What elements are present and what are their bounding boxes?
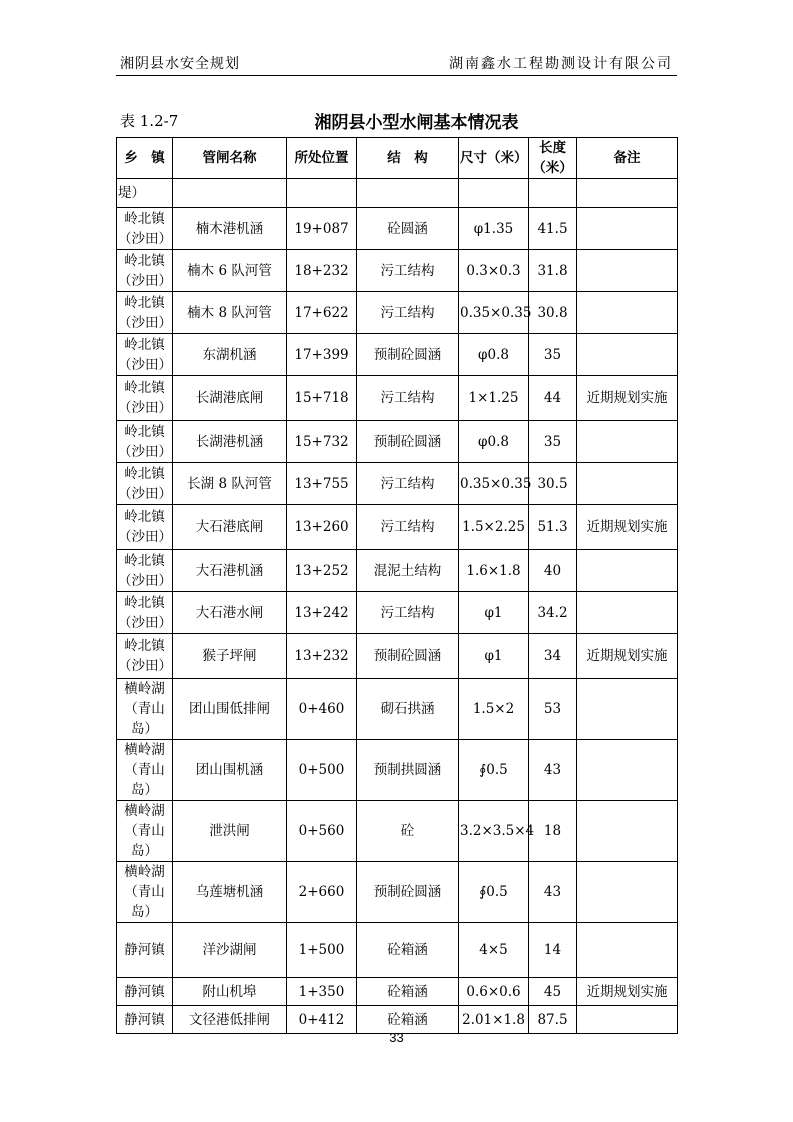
cell-location: 0+500 [287,740,357,801]
cell-note: 近期规划实施 [577,634,678,679]
cell-structure: 预制砼圆涵 [357,634,459,679]
cell-location: 0+460 [287,679,357,740]
table-row [117,923,678,978]
cell-length: 87.5 [529,1006,577,1034]
cell-length: 35 [529,421,577,463]
header-rule [116,75,677,76]
cell-location: 13+755 [287,463,357,505]
cell-length: 14 [529,923,577,978]
cell-note [577,592,678,634]
cell-name: 大石港机涵 [173,550,287,592]
cell-note [577,550,678,592]
cell-location: 17+399 [287,334,357,376]
cell-size: 0.35×0.35 [459,463,529,505]
cell-town: 岭北镇（沙田） [117,421,173,463]
cell-size: φ1.35 [459,208,529,250]
cell-length: 51.3 [529,505,577,550]
cell-size: ∮0.5 [459,740,529,801]
cell-note [577,334,678,376]
cell-town: 岭北镇（沙田） [117,292,173,334]
cell-structure: 砼箱涵 [357,978,459,1006]
cell-length: 31.8 [529,250,577,292]
cell-location: 18+232 [287,250,357,292]
cell-town: 岭北镇（沙田） [117,376,173,421]
cell-town: 堤） [117,179,173,208]
cell-structure: 砼箱涵 [357,923,459,978]
cell-note [577,801,678,862]
cell-town: 横岭湖（青山岛） [117,862,173,923]
cell-size: 2.01×1.8 [459,1006,529,1034]
cell-size: 0.6×0.6 [459,978,529,1006]
cell-location: 2+660 [287,862,357,923]
cell-name: 东湖机涵 [173,334,287,376]
cell-structure: 砼 [357,801,459,862]
cell-location [287,179,357,208]
cell-note [577,179,678,208]
cell-structure: 污工结构 [357,505,459,550]
cell-name: 长湖港机涵 [173,421,287,463]
table-row [117,679,678,740]
cell-note [577,208,678,250]
cell-name: 洋沙湖闸 [173,923,287,978]
col-header-note: 备注 [577,138,678,179]
cell-length: 44 [529,376,577,421]
cell-note: 近期规划实施 [577,978,678,1006]
cell-name: 楠木港机涵 [173,208,287,250]
cell-location: 15+732 [287,421,357,463]
table-row [117,550,678,592]
cell-structure: 混泥土结构 [357,550,459,592]
col-header-location: 所处位置 [287,138,357,179]
cell-name: 猴子坪闸 [173,634,287,679]
cell-town: 静河镇 [117,1006,173,1034]
cell-name: 文径港低排闸 [173,1006,287,1034]
cell-location: 13+232 [287,634,357,679]
cell-note [577,679,678,740]
cell-note: 近期规划实施 [577,376,678,421]
cell-structure: 污工结构 [357,592,459,634]
table-row [117,978,678,1006]
table-row [117,801,678,862]
cell-location: 13+252 [287,550,357,592]
col-header-name: 管闸名称 [173,138,287,179]
table-row [117,463,678,505]
cell-town: 岭北镇（沙田） [117,208,173,250]
table-row [117,334,678,376]
col-header-structure: 结 构 [357,138,459,179]
cell-note: 近期规划实施 [577,505,678,550]
table-row [117,208,678,250]
cell-length [529,179,577,208]
cell-location: 1+350 [287,978,357,1006]
cell-length: 30.8 [529,292,577,334]
cell-town: 岭北镇（沙田） [117,505,173,550]
cell-length: 34.2 [529,592,577,634]
cell-town: 横岭湖（青山岛） [117,740,173,801]
table-row [117,421,678,463]
cell-note [577,862,678,923]
table-row [117,376,678,421]
cell-structure: 预制拱圆涵 [357,740,459,801]
cell-name: 团山围机涵 [173,740,287,801]
cell-size: φ1 [459,592,529,634]
cell-note [577,292,678,334]
col-header-town: 乡 镇 [117,138,173,179]
cell-length: 30.5 [529,463,577,505]
cell-town: 岭北镇（沙田） [117,250,173,292]
cell-name: 大石港底闸 [173,505,287,550]
table-row [117,179,678,208]
cell-location: 19+087 [287,208,357,250]
cell-length: 34 [529,634,577,679]
table-row [117,634,678,679]
cell-name: 乌莲塘机涵 [173,862,287,923]
table-header-row [117,138,678,179]
sluice-table [116,137,678,1034]
cell-town: 岭北镇（沙田） [117,592,173,634]
cell-size: 0.3×0.3 [459,250,529,292]
cell-length: 40 [529,550,577,592]
running-header-right: 湖南鑫水工程勘测设计有限公司 [449,56,673,72]
cell-size: φ0.8 [459,334,529,376]
cell-size: 1×1.25 [459,376,529,421]
cell-name: 长湖 8 队河管 [173,463,287,505]
cell-structure: 污工结构 [357,250,459,292]
cell-size: 1.6×1.8 [459,550,529,592]
cell-size: 1.5×2.25 [459,505,529,550]
cell-town: 静河镇 [117,978,173,1006]
col-header-size: 尺寸（米） [459,138,529,179]
cell-structure: 砼箱涵 [357,1006,459,1034]
cell-structure: 砼圆涵 [357,208,459,250]
cell-structure [357,179,459,208]
cell-structure: 预制砼圆涵 [357,862,459,923]
cell-name: 泄洪闸 [173,801,287,862]
col-header-length: 长度（米） [529,138,577,179]
cell-length: 53 [529,679,577,740]
cell-town: 静河镇 [117,923,173,978]
cell-name: 楠木 8 队河管 [173,292,287,334]
cell-length: 43 [529,862,577,923]
cell-structure: 预制砼圆涵 [357,334,459,376]
cell-size: 4×5 [459,923,529,978]
cell-size: 1.5×2 [459,679,529,740]
table-label: 表 1.2-7 [120,112,179,130]
cell-name: 大石港水闸 [173,592,287,634]
cell-town: 岭北镇（沙田） [117,463,173,505]
cell-structure: 预制砼圆涵 [357,421,459,463]
cell-length: 41.5 [529,208,577,250]
cell-location: 1+500 [287,923,357,978]
cell-town: 岭北镇（沙田） [117,550,173,592]
cell-name: 团山围低排闸 [173,679,287,740]
cell-note [577,923,678,978]
page-number: 33 [389,1030,404,1045]
cell-location: 13+260 [287,505,357,550]
cell-size: ∮0.5 [459,862,529,923]
cell-name: 长湖港底闸 [173,376,287,421]
table-row [117,505,678,550]
cell-name: 附山机埠 [173,978,287,1006]
cell-size: 3.2×3.5×4 [459,801,529,862]
cell-note [577,250,678,292]
table-row [117,250,678,292]
cell-location: 15+718 [287,376,357,421]
cell-note [577,421,678,463]
table-row [117,292,678,334]
table-row [117,740,678,801]
cell-name: 楠木 6 队河管 [173,250,287,292]
cell-size [459,179,529,208]
table-body [117,179,678,1034]
cell-structure: 污工结构 [357,376,459,421]
cell-length: 35 [529,334,577,376]
running-header-left: 湘阴县水安全规划 [120,56,240,72]
cell-structure: 砌石拱涵 [357,679,459,740]
cell-size: φ1 [459,634,529,679]
cell-note [577,463,678,505]
cell-note [577,740,678,801]
cell-size: φ0.8 [459,421,529,463]
cell-location: 13+242 [287,592,357,634]
cell-structure: 污工结构 [357,463,459,505]
cell-town: 岭北镇（沙田） [117,334,173,376]
cell-length: 18 [529,801,577,862]
cell-town: 横岭湖（青山岛） [117,801,173,862]
cell-location: 17+622 [287,292,357,334]
cell-town: 横岭湖（青山岛） [117,679,173,740]
table-row [117,592,678,634]
cell-location: 0+560 [287,801,357,862]
table-title: 湘阴县小型水闸基本情况表 [314,113,519,133]
cell-name [173,179,287,208]
cell-length: 45 [529,978,577,1006]
table-row [117,862,678,923]
cell-length: 43 [529,740,577,801]
cell-size: 0.35×0.35 [459,292,529,334]
cell-structure: 污工结构 [357,292,459,334]
cell-town: 岭北镇（沙田） [117,634,173,679]
cell-location: 0+412 [287,1006,357,1034]
